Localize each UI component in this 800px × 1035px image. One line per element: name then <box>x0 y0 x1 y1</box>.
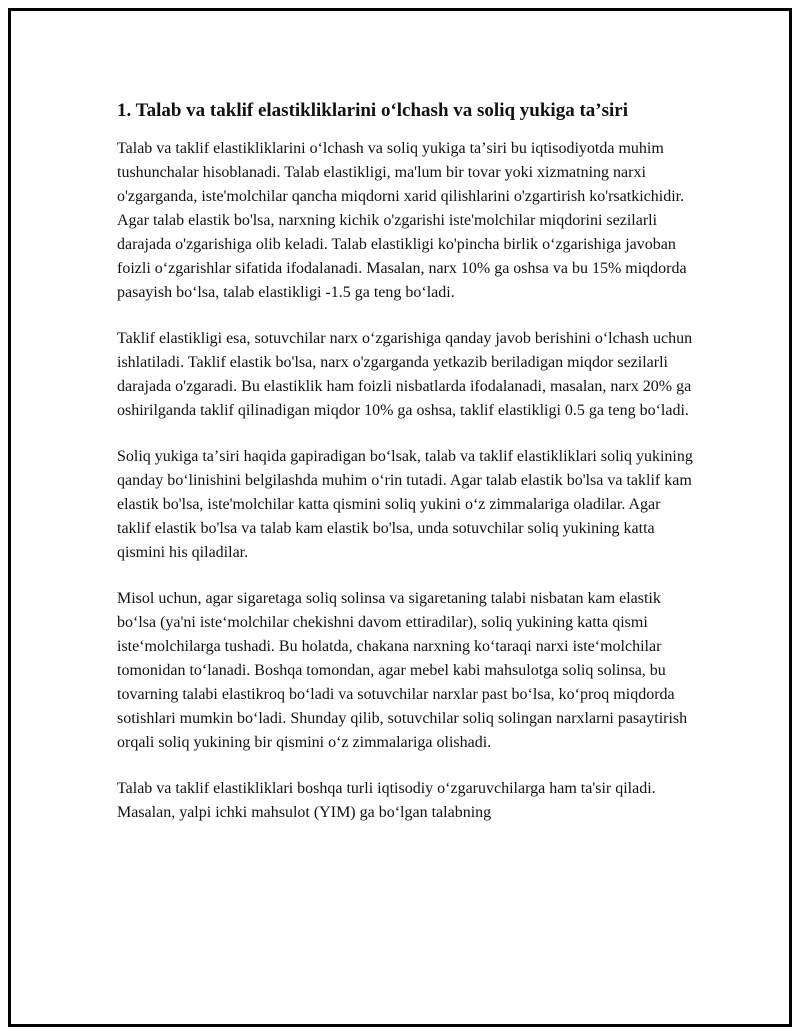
page-frame <box>8 8 792 1027</box>
paragraph-supply-elasticity: Taklif elastikligi esa, sotuvchilar narx oʻzgarishiga qanday javob berishini oʻlchash uchun ishlatiladi. Taklif elastik bo'lsa, narx o'zgarganda yetkazib beriladigan miqdor sezilarli darajada o'zgaradi. Bu elastiklik ham foizli nisbatlarda ifodalanadi, masalan, narx 20% ga oshirilganda taklif qilinadigan miqdor 10% ga oshsa, taklif elastikligi 0.5 ga teng boʻladi. <box>117 330 693 419</box>
paragraph-example: Misol uchun, agar sigaretaga soliq solinsa va sigaretaning talabi nisbatan kam elastik boʻlsa (ya'ni isteʻmolchilar chekishni davom ettiradilar), soliq yukining katta qismi isteʻmolchilarga tushadi. Bu holatda, chakana narxning koʻtaraqi narxi isteʻmolchilar tomonidan toʻlanadi. Boshqa tomondan, agar mebel kabi mahsulotga soliq solinsa, bu tovarning talabi elastikroq boʻladi va sotuvchilar narxlar past boʻlsa, koʻproq miqdorda sotishlari mumkin boʻladi. Shunday qilib, sotuvchilar soliq solingan narxlarni pasaytirish orqali soliq yukining bir qismini oʻz zimmalariga olishadi. <box>117 590 688 751</box>
paragraph-other-variables: Talab va taklif elastikliklari boshqa turli iqtisodiy oʻzgaruvchilarga ham ta'sir qiladi. Masalan, yalpi ichki mahsulot (YIM) ga boʻlgan talabning <box>117 780 656 821</box>
document-body <box>117 97 697 847</box>
paragraph-demand-elasticity: Talab va taklif elastikliklarini oʻlchash va soliq yukiga taʼsiri bu iqtisodiyotda muhim tushunchalar hisoblanadi. Talab elastikligi, ma'lum bir tovar yoki xizmatning narxi o'zgarganda, iste'molchilar qancha miqdorni xarid qilishlarini o'zgartirish ko'rsatkichidir. Agar talab elastik bo'lsa, narxning kichik o'zgarishi iste'molchilar miqdorini sezilarli darajada o'zgarishiga olib keladi. Talab elastikligi ko'pincha birlik oʻzgarishiga javoban foizli oʻzgarishlar sifatida ifodalanadi. Masalan, narx 10% ga oshsa va bu 15% miqdorda pasayish boʻlsa, talab elastikligi -1.5 ga teng boʻladi. <box>117 140 687 301</box>
section-heading: 1. Talab va taklif elastikliklarini oʻlchash va soliq yukiga taʼsiri <box>117 100 628 121</box>
paragraph-tax-incidence: Soliq yukiga taʼsiri haqida gapiradigan boʻlsak, talab va taklif elastikliklari soliq yukining qanday boʻlinishini belgilashda muhim oʻrin tutadi. Agar talab elastik bo'lsa va taklif kam elastik bo'lsa, iste'molchilar katta qismini soliq yukini oʻz zimmalariga oladilar. Agar taklif elastik bo'lsa va talab kam elastik bo'lsa, unda sotuvchilar soliq yukining katta qismini his qiladilar. <box>117 448 693 561</box>
